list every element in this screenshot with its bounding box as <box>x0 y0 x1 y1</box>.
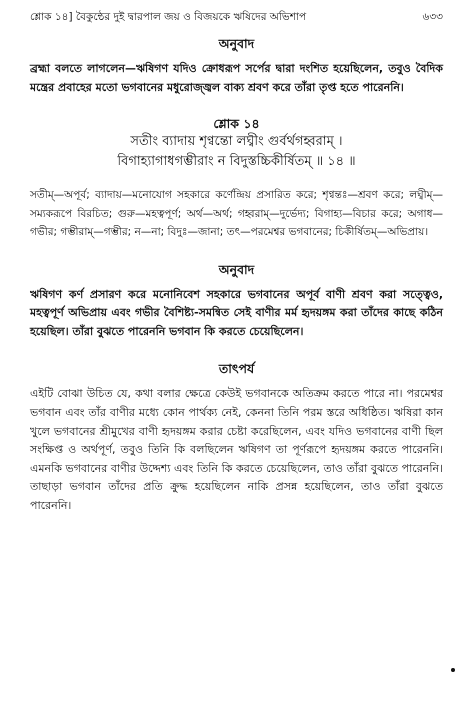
verse-line-2: বিগাহ্যাগাধগম্ভীরাং ন বিদুস্তচ্চিকীর্ষিতম্ ॥ ১৪ ॥ <box>117 154 356 170</box>
verse-line-1: সতীং ব্যাদায় শৃণ্বন্তো লঘ্বীং গুর্বর্থগহ্বরাম্ । <box>130 134 343 150</box>
translation-paragraph-2: ঋষিগণ কর্ণ প্রসারণ করে মনোনিবেশ সহকারে ভগবানের অপূর্ব বাণী শ্রবণ করা সত্ত্বেও, মহত্বপূর্ণ অভিপ্রায় এবং গভীর বৈশিষ্ট্য-সমন্বিত সেই বাণীর মর্ম হৃদয়ঙ্গম করা তাঁদের কাছে কঠিন হয়েছিল। তাঁরা বুঝতে পারেননি ভগবান কি করতে চেয়েছিলেন। <box>30 287 443 338</box>
translation-heading-2: অনুবাদ <box>218 261 255 277</box>
purport-paragraph: এইটি বোঝা উচিত যে, কথা বলার ক্ষেত্রে কেউই ভগবানকে অতিক্রম করতে পারে না। পরমেশ্বর ভগবান এবং তাঁর বাণীর মধ্যে কোন পার্থক্য নেই, কেননা তিনি পরম স্তরে অধিষ্ঠিত। ঋষিরা কান খুলে ভগবানের শ্রীমুখের বাণী হৃদয়ঙ্গম করার চেষ্টা করেছিলেন, এবং যদিও ভগবানের বাণী ছিল সংক্ষিপ্ত ও অর্থপূর্ণ, তবুও তিনি কি বলছিলেন ঋষিগণ তা পূর্ণরূপে হৃদয়ঙ্গম করতে পারেননি। এমনকি ভগবানের বাণীর উদ্দেশ্য এবং তিনি কি করতে চেয়েছিলেন, তাও তাঁরা বুঝতে পারেননি। তাছাড়া ভগবান তাঁদের প্রতি ক্রুদ্ধ হয়েছিলেন নাকি প্রসন্ন হয়েছিলেন, তাও তাঁরা বুঝতে পারেননি। <box>30 387 443 513</box>
page-number: ৬৩৩ <box>422 11 443 23</box>
purport-heading: তাৎপর্য <box>218 361 255 377</box>
ink-dot <box>451 668 455 672</box>
verse-block <box>30 115 443 172</box>
translation-paragraph: ব্রহ্মা বলতে লাগলেন—ঋষিগণ যদিও ক্রোধরূপ সর্পের দ্বারা দংশিত হয়েছিলেন, তবুও বৈদিক মন্ত্রের প্রবাহের মতো ভগবানের মধুরোজ্জ্বল বাক্য শ্রবণ করে তাঁরা তৃপ্ত হতে পারেননি। <box>30 62 443 94</box>
word-synonyms: সতীম্—অপূর্ব; ব্যাদায়—মনোযোগ সহকারে কর্ণেন্দ্রিয় প্রসারিত করে; শৃণ্বন্তঃ—শ্রবণ করে; লঘ্বীম্—সম্যকরূপে বিরচিত; গুরু—মহত্বপূর্ণ; অর্থ—অর্থ; গহ্বরাম্—দুর্ভেদ্য; বিগাহ্য—বিচার করে; অগাধ—গভীর; গম্ভীরাম্—গম্ভীর; ন—না; বিদুঃ—জানা; তৎ—পরমেশ্বর ভগবানের; চিকীর্ষিতম্—অভিপ্রায়। <box>30 189 443 239</box>
verse-number: শ্লোক ১৪ <box>213 116 260 132</box>
running-head <box>30 10 443 24</box>
running-head-title: শ্লোক ১৪] বৈকুন্ঠের দুই দ্বারপাল জয় ও বিজয়কে ঋষিদের অভিশাপ <box>30 11 307 23</box>
translation-heading: অনুবাদ <box>218 36 255 51</box>
